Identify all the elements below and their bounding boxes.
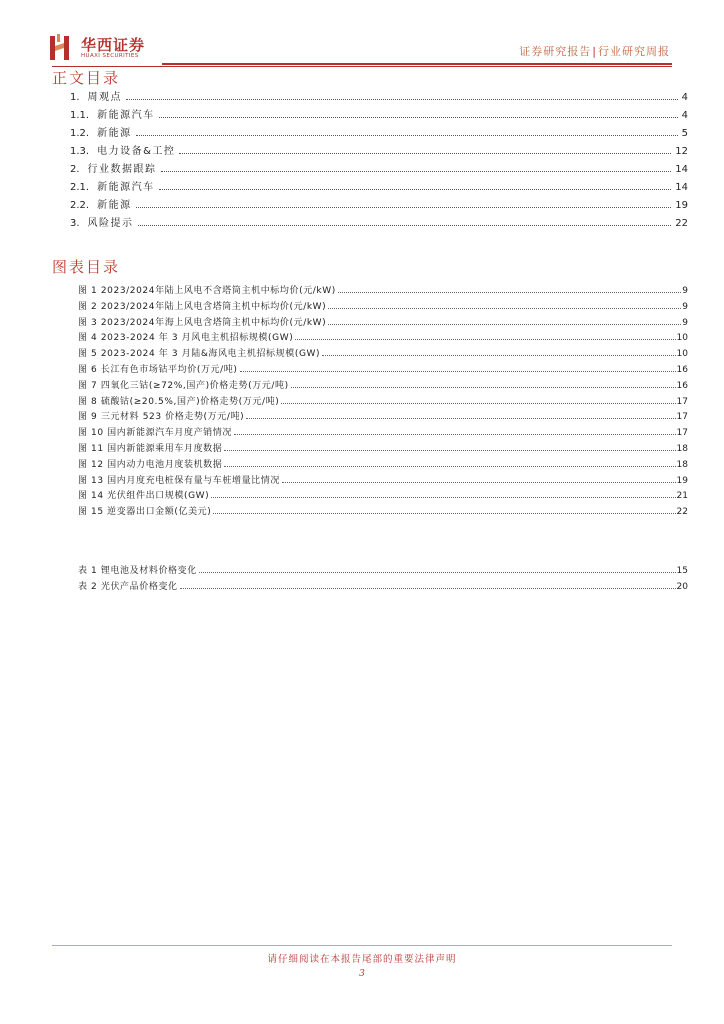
table-entry[interactable] xyxy=(78,563,688,576)
figure-entry-page: 9 xyxy=(682,301,688,312)
toc-entry-number: 2. xyxy=(70,164,80,175)
figure-entry[interactable] xyxy=(78,488,688,501)
toc-title: 正文目录 xyxy=(52,69,121,87)
toc-entry-label: 新能源 xyxy=(97,128,132,139)
toc-entry-label: 新能源汽车 xyxy=(97,182,155,193)
report-category xyxy=(519,43,670,59)
figure-entry-label: 图 2 2023/2024年陆上风电含塔筒主机中标均价(元/kW) xyxy=(78,301,327,312)
dot-leader xyxy=(136,134,678,136)
figure-entry[interactable] xyxy=(78,394,688,407)
dot-leader xyxy=(328,323,681,325)
figure-entry-page: 18 xyxy=(676,444,688,454)
figure-entry-label: 图 7 四氧化三钴(≥72%,国产)价格走势(万元/吨) xyxy=(78,380,289,391)
dot-leader xyxy=(295,338,675,340)
figure-entry-page: 10 xyxy=(676,349,688,360)
dot-leader xyxy=(126,98,678,100)
dot-leader xyxy=(138,224,672,226)
figure-entry-label: 图 11 国内新能源乘用车月度数据 xyxy=(78,444,223,454)
figure-entry-label: 图 5 2023-2024 年 3 月陆&海风电主机招标规模(GW) xyxy=(78,349,321,360)
brand-name-en: HUAXI SECURITIES xyxy=(81,53,139,59)
figure-entry[interactable] xyxy=(78,346,688,359)
toc-entry-number: 1. xyxy=(70,92,80,103)
toc-entry-number: 3. xyxy=(70,218,80,229)
figure-entry[interactable] xyxy=(78,299,688,312)
dot-leader xyxy=(224,465,675,467)
toc-entry-page: 14 xyxy=(675,182,688,193)
dot-leader xyxy=(161,170,672,172)
toc-entry-label: 周观点 xyxy=(87,92,123,103)
toc-entry-number: 1.2. xyxy=(70,128,90,139)
table-entry-label: 表 1 锂电池及材料价格变化 xyxy=(78,566,197,576)
toc-entry-page: 5 xyxy=(681,128,688,139)
table-entry-page: 20 xyxy=(676,582,688,592)
dot-leader xyxy=(224,449,675,451)
dot-leader xyxy=(211,496,675,498)
report-series: 行业研究周报 xyxy=(598,45,670,58)
table-entry[interactable] xyxy=(78,579,688,592)
toc-entry-label: 新能源汽车 xyxy=(97,110,155,121)
table-entry-page: 15 xyxy=(676,566,688,576)
figure-entry-page: 19 xyxy=(676,475,688,486)
figure-entry-label: 图 13 国内月度充电桩保有量与车桩增量比情况 xyxy=(78,475,280,486)
header-separator: | xyxy=(592,45,597,58)
toc-entry[interactable] xyxy=(70,215,688,229)
toc-entry-page: 22 xyxy=(675,218,688,229)
figure-entry-label: 图 10 国内新能源汽车月度产销情况 xyxy=(78,428,232,439)
toc-entry-label: 行业数据跟踪 xyxy=(87,164,157,175)
toc-entry[interactable] xyxy=(70,143,688,157)
figure-entry[interactable] xyxy=(78,441,688,454)
table-entry-label: 表 2 光伏产品价格变化 xyxy=(78,582,178,592)
figure-entry-label: 图 3 2023/2024年海上风电含塔筒主机中标均价(元/kW) xyxy=(78,317,327,328)
footer-disclaimer[interactable]: 请仔细阅读在本报告尾部的重要法律声明 xyxy=(267,954,457,965)
toc-entry-page: 4 xyxy=(681,92,688,103)
toc-entry[interactable] xyxy=(70,107,688,121)
toc-entry[interactable] xyxy=(70,161,688,175)
dot-leader xyxy=(282,481,676,483)
dot-leader xyxy=(179,152,671,154)
figure-entry-label: 图 1 2023/2024年陆上风电不含塔筒主机中标均价(元/kW) xyxy=(78,286,336,296)
figure-entry[interactable] xyxy=(78,330,688,343)
figure-entry-page: 21 xyxy=(676,491,688,502)
toc-entry-page: 12 xyxy=(675,146,688,157)
toc-entry-label: 新能源 xyxy=(97,200,132,211)
dot-leader xyxy=(159,188,672,190)
figure-entry-label: 图 8 硫酸钴(≥20.5%,国产)价格走势(万元/吨) xyxy=(78,396,280,407)
huaxi-logo-icon xyxy=(50,34,72,60)
figure-entry[interactable] xyxy=(78,504,688,517)
figure-entry[interactable] xyxy=(78,425,688,438)
toc-entry-number: 2.2. xyxy=(70,200,90,211)
figure-entry-page: 17 xyxy=(676,396,688,407)
figure-entry-page: 9 xyxy=(682,286,688,296)
dot-leader xyxy=(281,402,675,404)
dot-leader xyxy=(213,512,675,514)
dot-leader xyxy=(199,571,676,573)
header-divider-thin xyxy=(52,66,672,67)
dot-leader xyxy=(246,417,675,419)
toc-entry-page: 14 xyxy=(675,164,688,175)
dot-leader xyxy=(180,587,676,589)
figure-entry[interactable] xyxy=(78,473,688,486)
figure-entry[interactable] xyxy=(78,362,688,375)
figure-entry-label: 图 15 逆变器出口金额(亿美元) xyxy=(78,507,212,518)
figure-entry-page: 18 xyxy=(676,459,688,470)
figure-entry[interactable] xyxy=(78,315,688,328)
figure-entry-page: 16 xyxy=(676,365,688,375)
dot-leader xyxy=(338,291,681,293)
toc-entry-label: 风险提示 xyxy=(87,218,134,229)
dot-leader xyxy=(159,116,678,118)
report-type: 证券研究报告 xyxy=(519,45,592,58)
figure-entry-page: 9 xyxy=(682,317,688,328)
figure-entry[interactable] xyxy=(78,409,688,422)
dot-leader xyxy=(136,206,672,208)
toc-entry-number: 1.1. xyxy=(70,110,90,121)
figure-entry[interactable] xyxy=(78,283,688,296)
figure-entry-page: 16 xyxy=(676,380,688,391)
figure-entry-page: 17 xyxy=(676,412,688,423)
page-number: 3 xyxy=(359,969,365,979)
dot-leader xyxy=(234,433,676,435)
toc-entry-page: 19 xyxy=(675,200,688,211)
toc-entry-label: 电力设备&工控 xyxy=(97,146,176,157)
figure-entry-label: 图 6 长江有色市场钴平均价(万元/吨) xyxy=(78,365,238,375)
page-header xyxy=(0,0,724,70)
toc-entry[interactable] xyxy=(70,89,688,103)
toc-entry[interactable] xyxy=(70,179,688,193)
dot-leader xyxy=(328,307,681,309)
toc-entry-number: 1.3. xyxy=(70,146,90,157)
brand-name-cn: 华西证券 xyxy=(81,36,146,54)
figure-entry-label: 图 4 2023-2024 年 3 月风电主机招标规模(GW) xyxy=(78,333,294,344)
dot-leader xyxy=(322,354,675,356)
toc-entry[interactable] xyxy=(70,197,688,211)
dot-leader xyxy=(240,370,676,372)
figure-entry-page: 10 xyxy=(676,333,688,344)
figure-entry-page: 17 xyxy=(676,428,688,439)
dot-leader xyxy=(291,386,676,388)
figure-entry-label: 图 9 三元材料 523 价格走势(万元/吨) xyxy=(78,412,245,423)
footer-divider xyxy=(52,945,672,946)
figure-entry[interactable] xyxy=(78,378,688,391)
figure-entry-page: 22 xyxy=(676,507,688,518)
toc-entry-page: 4 xyxy=(681,110,688,121)
figure-entry[interactable] xyxy=(78,457,688,470)
figure-entry-label: 图 12 国内动力电池月度装机数据 xyxy=(78,459,223,470)
figures-title: 图表目录 xyxy=(52,258,121,276)
toc-entry-number: 2.1. xyxy=(70,182,90,193)
figure-entry-label: 图 14 光伏组件出口规模(GW) xyxy=(78,491,210,502)
header-divider-thick xyxy=(162,63,672,65)
toc-entry[interactable] xyxy=(70,125,688,139)
